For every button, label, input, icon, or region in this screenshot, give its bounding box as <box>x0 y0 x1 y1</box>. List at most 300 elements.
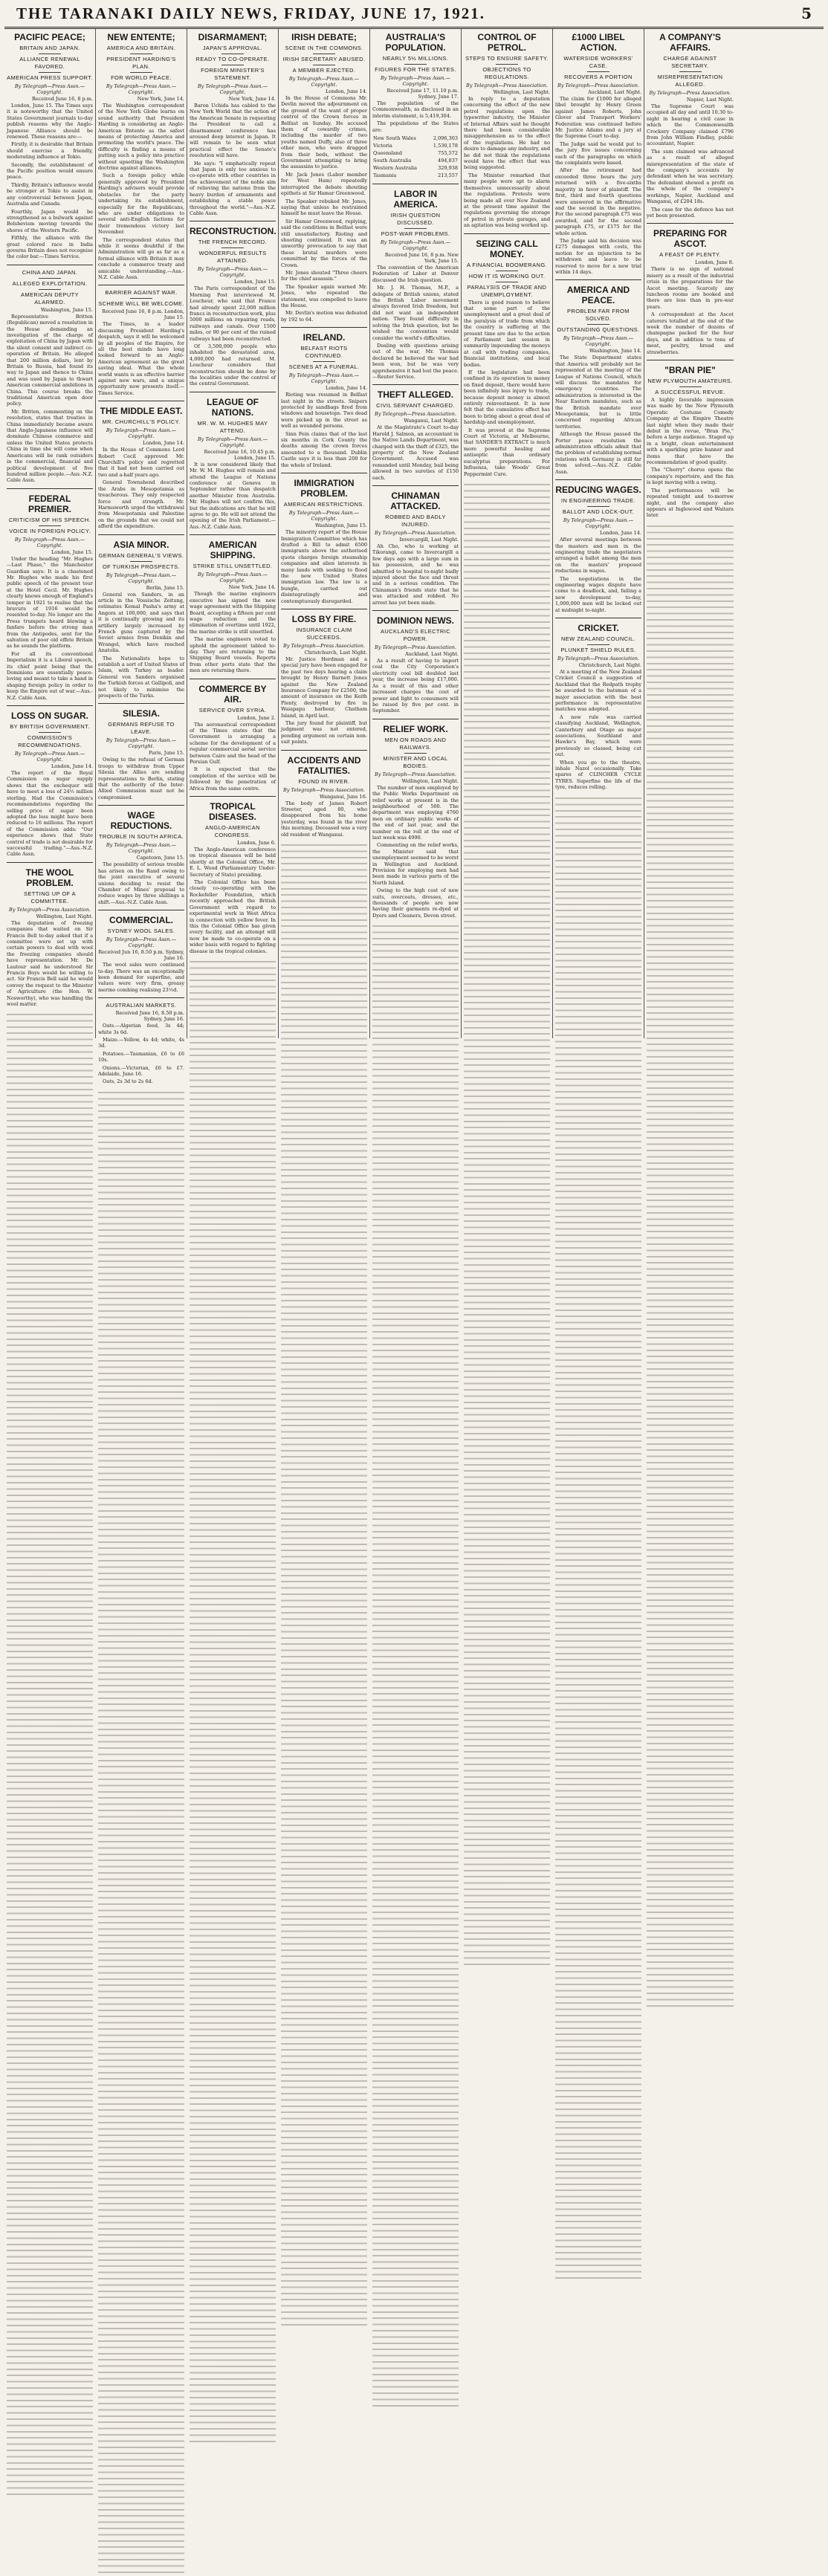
article <box>281 473 367 604</box>
article <box>190 796 276 954</box>
article-heading: TROPICAL DISEASES. <box>208 801 257 823</box>
article-paragraph: At a meeting of the New Zealand Cricket Council a suggestion of Auckland that the Redpath trophy be awarded to the batsman of a major association with the best performance in representative matches was adopted. <box>555 668 641 713</box>
article-subheading: SCENE IN THE COMMONS. <box>285 45 363 51</box>
article-paragraph: The population of the Commonwealth, as disclosed in an interim statement, is 5,419,304. <box>372 100 459 119</box>
heading-rule <box>679 386 702 387</box>
dateline: London, June 14. <box>599 530 641 537</box>
article <box>190 221 276 387</box>
columns-container <box>4 29 824 1085</box>
article-paragraph: A highly favorable impression was made by the New Plymouth Operatic Costume Comedy Company at the Empire Theatre last night when they made their debut in the revue, "Bran Pie," before a large audience. Staged up in a bright, clean entertainment with a sparkling prize banner and items that have the recommendation of good quality. <box>647 397 734 466</box>
article-subheading: CRITICISM OF HIS SPEECH. <box>8 516 91 523</box>
table-row <box>372 172 459 179</box>
dateline: London, June 14. <box>325 88 367 94</box>
article-paragraph: He says: "I emphatically repeat that Japan is only too anxious to co-operate with other countries in the achievement of the noble aim of relieving the nations from the heavy burden of armaments and establishing a stable peace throughout the world."—Aus.-N.Z. Cable Assn. <box>190 160 276 216</box>
article-subheading: A MEMBER EJECTED. <box>292 67 356 74</box>
dateline: London, June 15. <box>233 279 276 285</box>
press-credit: By Telegraph—Press Assn.—Copyright. <box>197 436 268 448</box>
dateline: Christchurch, Last Night. <box>578 661 641 668</box>
article <box>647 360 734 519</box>
article-paragraph: Oats, 2s 3d to 2s 6d. <box>103 1078 153 1085</box>
article-paragraph: The jury found for plaintiff, but judgment was not entered, pending argument on certain non-suit points. <box>281 720 367 745</box>
press-credit: By Telegraph—Press Assn.—Copyright. <box>197 572 268 584</box>
article-paragraph: General von Sanders, in an article in the Vossische Zeitung, estimates Kemal Pasha's army at Angora at 100,000, and says that it is continually growing and its artillery largely increased by French guns captured by the Soviet armies from Denikin and Wrangel, which have reached Anatolia. <box>98 591 184 654</box>
article-paragraph: The Anglo-American conference on tropical diseases will be held shortly at the Colonial Office, Mr. E. L. Wood (Parliamentary Under-Secretary of State) presiding. <box>190 847 276 878</box>
dateline: Received June 16, 8 p.m. <box>31 96 93 102</box>
press-credit: By Telegraph—Press Assn.—Copyright. <box>106 936 177 949</box>
article-paragraph: Mr. Devlin's motion was defeated by 192 to 64. <box>281 310 367 323</box>
article-paragraph: The minority report of the House Immigration Committee which has drafted a Bill to admit 6500 immigrants above the authorised quota charges foreign steamship companies and alien interests in many lands with seeking to flood the new United States immigration law. The law is a bungle, carried out disintegratingly and contemptuously disregarded. <box>281 529 367 604</box>
article-paragraph: It is expected that the completion of the service will be followed by the penetration of Africa from the same centre. <box>190 766 276 792</box>
article-heading: RELIEF WORK. <box>383 723 448 734</box>
article-paragraph: Sinn Fein claims that of the last six months in Cork County the deaths among the crown forces amounted to a thousand. Dublin Castle says it is less than 200 for the whole of Ireland. <box>281 430 367 468</box>
article <box>7 488 93 701</box>
article-subheading: AMERICAN DEPUTY ALARMED. <box>20 291 80 305</box>
dateline: Received June 16, 8 p.m. London, June 15. <box>102 308 184 321</box>
press-credit: By Telegraph—Press Association. <box>375 530 456 536</box>
article <box>7 862 93 1008</box>
heading-rule <box>130 561 152 562</box>
article-paragraph: Dealing with questions arising out of the war, Mr. Thomas declared he believed the war had been won, but he was very apprehensive it had lost the peace.—Reuter Service. <box>372 342 459 380</box>
article-subheading: WONDERFUL RESULTS ATTAINED. <box>198 250 267 265</box>
article <box>98 534 184 699</box>
heading-rule <box>39 732 61 733</box>
population-table <box>372 135 459 179</box>
dateline: London, June 8. <box>695 259 734 266</box>
article-subheading: INSURANCE CLAIM SUCCEEDS. <box>296 626 352 641</box>
article-subheading: SCENES AT A FUNERAL. <box>288 363 360 371</box>
masthead-title: THE TARANAKI DAILY NEWS, FRIDAY, JUNE 17, 1921. <box>16 4 485 22</box>
article-subheading: PROBLEM FAR FROM SOLVED. <box>567 308 630 323</box>
dateline: New York, June 14. <box>228 584 276 591</box>
dateline: Washington, June 15. <box>314 522 367 529</box>
article-heading: FEDERAL PREMIER. <box>28 493 71 514</box>
article-subheading: BELFAST RIOTS CONTINUED. <box>300 345 348 360</box>
press-credit: By Telegraph—Press Assn.—Copyright. <box>288 372 360 385</box>
column-filler-text <box>281 842 367 2329</box>
article-paragraph: The Speaker again warned Mr. Jones, who repeated the statement, was compelled to leave the House. <box>281 283 367 308</box>
heading-rule <box>404 228 427 229</box>
dateline: Paris, June 15. <box>149 750 184 757</box>
dateline: Wellington, Last Night. <box>493 89 550 95</box>
press-credit: By Telegraph—Press Association. <box>375 411 456 418</box>
article <box>372 719 459 919</box>
article-paragraph: The State Department states that America will probably not be represented at the meeting of the League of Nations Council, which will discuss the mandates for emergency countries. The administration is interested in the Near Eastern mandates, such as the British mandate over Mesopotamia, but is little concerned regarding African territories. <box>555 355 641 430</box>
press-credit: By Telegraph—Press Assn.—Copyright. <box>106 737 177 750</box>
heading-rule <box>587 506 609 507</box>
press-credit: By Telegraph—Press Assn.—Copyright. <box>106 842 177 855</box>
table-row <box>372 164 459 172</box>
article-subheading: AMERICAN PRESS SUPPORT. <box>7 74 93 81</box>
article-paragraph: The wool sales were continued to-day. There was an exceptionally keen demand for superfine, and values were very firm, greasy merino combing realising 23½d. <box>98 962 184 993</box>
article-heading: NEW ENTENTE; <box>107 32 175 42</box>
article-paragraph: Baron Uchida has cabled to the New York World that the action of the American Senate in requesting the President to call a disarmament conference has aroused deep interest in Japan. It will remain to be seen what practical effect the Senate's resolution will have. <box>190 103 276 159</box>
article <box>555 32 641 275</box>
article-paragraph: Rioting was resumed in Belfast last night in the streets. Snipers protected by sandbags fired from windows and housetops. Two dead were picked up in the street as well as wounded persons. <box>281 392 367 430</box>
heading-rule <box>404 753 427 754</box>
heading-rule <box>39 289 61 290</box>
column-filler-text <box>647 523 734 2010</box>
article-paragraph: Potatoes.—Tasmanian, £6 to £6 10s. <box>98 1050 184 1064</box>
article <box>98 703 184 800</box>
press-credit: By Telegraph—Press Assn.—Copyright. <box>106 572 177 584</box>
press-credit: By Telegraph—Press Assn.—Copyright. <box>563 335 634 348</box>
article-heading: ACCIDENTS AND FATALITIES. <box>287 754 361 776</box>
article-paragraph: It is now considered likely that Mr. W. M. Hughes will remain and attend the League of Nations conference at Geneva in September rather than despatch another Minister from Australia. Mr. Hughes will not confirm this, but the indications are that he will agree to go. He will not attend the opening of the Irish Parliament.—Aus.-N.Z. Cable Assn. <box>190 461 276 530</box>
article <box>464 32 550 229</box>
article <box>372 184 459 380</box>
article-paragraph: Fifthly, the alliance with the great colored race in India governs Britain does not recognise the color bar.—Times Service. <box>7 235 93 260</box>
article-paragraph: The deputation of freezing companies that waited on Sir Francis Bell to-day asked that if a committee were set up with certain powers to deal with wool the freezing companies should have representation. Mr. De Lautour said he understood Sir Francis Boys would be willing to act. Sir Francis Bell said he would convey the request to the Minister of Agriculture (the Hon. W. Nosworthy), who was handling the wool matter. <box>7 919 93 1008</box>
press-credit: By Telegraph—Press Assn.—Copyright. <box>106 83 177 95</box>
article-paragraph: Firstly, it is desirable that Britain should exercise a friendly, moderating influence at Tokio. <box>7 141 93 161</box>
dateline: Washington, June 15. <box>40 306 93 313</box>
article <box>7 32 93 260</box>
heading-rule <box>130 72 152 73</box>
state-name: South Australia <box>373 158 412 164</box>
article-paragraph: A correspondent at the Ascot caterers totalled at the end of the week the number of dozens of champagne packed for the four days, and in addition to tons of meat, poultry, bread and strawberries. <box>647 311 734 355</box>
dateline: New York, June 14. <box>228 96 276 102</box>
article-heading: WAGE REDUCTIONS. <box>110 810 172 832</box>
article-paragraph: Oats.—Algerian feed, 3s 4d; white 3s 6d. <box>98 1023 184 1035</box>
column-1 <box>4 29 96 1038</box>
article-paragraph: The Judge said he would put to the jury five issues concerning each of the paragraphs on which the complaints were based. <box>555 140 641 166</box>
article-subheading: FIGURES FOR THE STATES. <box>375 66 456 73</box>
article <box>98 997 184 1085</box>
heading-rule <box>39 278 61 279</box>
dateline: London, June 14. <box>51 763 93 770</box>
article-subheading: FOUND IN RIVER. <box>298 777 350 785</box>
press-credit: By Telegraph—Press Association. <box>375 771 456 777</box>
article <box>7 705 93 858</box>
article-subheading: IN ENGINEERING TRADE. <box>561 497 635 505</box>
press-credit: By Telegraph—Press Assn.—Copyright. <box>380 239 451 252</box>
article-paragraph: The Speaker rebuked Mr. Jones, saying that unless he restrained himself he must leave the House. <box>281 198 367 217</box>
state-population: 1,530,178 <box>433 143 458 149</box>
press-credit: By Telegraph—Press Association. <box>649 90 731 96</box>
heading-rule <box>587 644 609 645</box>
article <box>98 32 184 280</box>
heading-rule <box>404 64 427 65</box>
column-4 <box>279 29 370 1038</box>
article-heading: LABOR IN AMERICA. <box>393 189 438 210</box>
dateline: Wellington, Last Night. <box>36 913 93 919</box>
article-subheading: NEW ZEALAND COUNCIL. <box>560 635 636 642</box>
article-paragraph: Mr. Jack Jones (Labor member for West Ham) repeatedly interrupted the debate shouting epithets at Sir Hamar Greenwood. <box>281 171 367 197</box>
article <box>281 32 367 323</box>
article-paragraph: The Times, in a leader discussing President Harding's despatch, says it will be welcomed by all peoples of the Empire, for all the best minds have long looked forward to an Anglo-American agreement as the great saving ideal. What the whole world wants is an effective barrier against new wars, and a unique opportunity now presents itself.—Times Service. <box>98 321 184 396</box>
article <box>372 32 459 179</box>
article-paragraph: The sum claimed was advanced as a result of alleged misrepresentation of the state of the company's accounts by defendant when he was secretary. The defendant showed a profit on the whole of the company's workings, Napier, Auckland and Wanganui, of £204 18s. <box>647 148 734 205</box>
dateline: Auckland, Last Night. <box>588 89 641 95</box>
article-paragraph: Fourthly, Japan would be strengthened as a bulwark against Bolshevism moving towards the shores of the Western Pacific. <box>7 208 93 233</box>
column-filler-text <box>372 923 459 2410</box>
article-paragraph: The performances will be repeated tonight and to-morrow night, and the company also appears at Inglewood and Waitara later. <box>647 487 734 519</box>
article-paragraph: The Colonial Office has been closely co-operating with the Rockefeller Foundation, which recently approached the British Government with regard to experimental work in West Africa in connection with yellow fever. In this the Colonial Office has given every facility, and an attempt will now be made to co-operate on a wider basis with regard to fighting disease in the tropical colonies. <box>190 879 276 954</box>
press-credit: By Telegraph—Press Association. <box>557 82 639 88</box>
dateline: London, June 15. <box>51 548 93 555</box>
article-heading: DISARMAMENT; <box>198 32 268 42</box>
article-subheading: STRIKE STILL UNSETTLED. <box>193 563 273 570</box>
article-subheading: HOW IT IS WORKING OUT. <box>468 272 546 279</box>
press-credit: By Telegraph—Press Assn.—Copyright. <box>563 517 634 530</box>
article-subheading: BRITAIN AND JAPAN. <box>19 45 80 51</box>
article-heading: THE WOOL PROBLEM. <box>25 867 74 888</box>
dateline: Wellington, Last Night. <box>401 777 459 784</box>
article-heading: THE MIDDLE EAST. <box>100 406 183 417</box>
dateline: Received June 16, 8.50 p.m. Sydney, June 16. <box>115 1010 184 1023</box>
article <box>98 910 184 993</box>
article-heading: CONTROL OF PETROL. <box>477 32 537 53</box>
article-subheading: IRISH QUESTION DISCUSSED. <box>390 212 441 227</box>
press-credit: By Telegraph—Press Association. <box>9 906 91 913</box>
article <box>464 233 550 477</box>
dateline: Invercargill, Last Night. <box>399 537 459 543</box>
article-heading: CHINAMAN ATTACKED. <box>390 491 441 511</box>
article-subheading: WATERSIDE WORKERS' CASE. <box>563 55 633 69</box>
article-paragraph: Maize.—Yellow, 4s 4d; white, 4s 3d. <box>98 1036 184 1049</box>
article-paragraph: The Washington correspondent of the New York Globe learns on sound authority that President Harding is considering an Anglo-American Entente as the safest means of protecting America and promoting the world's peace. The difficulty is finding a means of putting such a policy into practice without upsetting the Washington doctrine against alliances. <box>98 103 184 172</box>
state-population: 755,572 <box>438 150 458 157</box>
dateline: London, June 14. <box>325 385 367 392</box>
article-paragraph: In the House of Commons Lord Robert Cecil approved Mr. Churchill's policy and regretted that it had not been carried out two and a-half years ago. <box>98 447 184 478</box>
article-heading: IMMIGRATION PROBLEM. <box>294 478 355 499</box>
dateline: Received June 16, 8 p.m. New York, June 15. <box>384 252 459 265</box>
article-heading: CRICKET. <box>578 622 619 633</box>
article-subheading: OF TURKISH PROSPECTS. <box>102 563 181 570</box>
article-paragraph: After several meetings between the masters and men in the engineering trade the negotiators arranged a ballot among the men on the masters' proposed reductions in wages. <box>555 537 641 575</box>
article-heading: IRELAND. <box>303 332 346 343</box>
article-paragraph: The case for the defence has not yet been presented. <box>647 206 734 219</box>
article-heading: SEIZING CALL MONEY. <box>476 238 538 259</box>
table-row <box>372 142 459 149</box>
article <box>281 750 367 838</box>
article <box>190 32 276 216</box>
press-credit: By Telegraph—Press Assn.—Copyright. <box>197 83 268 95</box>
heading-rule <box>587 71 609 72</box>
article-paragraph: The "Cherry" chorus opens the company's repertoire, and the fun is kept moving with a swing. <box>647 467 734 486</box>
article-subheading: FOR WORLD PEACE. <box>111 74 172 81</box>
article-paragraph: The Supreme Court was occupied all day and until 10.30 to-night in hearing a civil case in which the Commonwealth Crockery Company claimed £796 from John William Findlay, public accountant, Napier. <box>647 103 734 147</box>
state-name: New South Wales <box>373 135 416 142</box>
article-paragraph: The claim for £1000 for alleged libel brought by Henry Green against James Roberts, John Glover and Transport Workers' Federation was continued before Mr. Justice Adams and a jury at the Supreme Court to-day. <box>555 96 641 140</box>
press-credit: By Telegraph—Press Association. <box>283 642 365 649</box>
article-subheading: MEN ON ROADS AND RAILWAYS. <box>384 736 447 751</box>
article-paragraph: The Paris correspondent of the Morning Post interviewed M. Loucheur, who said that France had already spent 22,000 million francs in reconstruction work, plus 5000 millions on repairing roads, railways and canals. Over 1500 miles, or 90 per cent of the ruined railways had been reconstructed. <box>190 285 276 342</box>
state-name: Western Australia <box>373 165 417 172</box>
article-paragraph: The report of the Royal Commission on sugar supply shows that the exchequer will have to meet a loss of 24½ million sterling. Had the Commission's recommendations regarding the selling price of sugar been adopted the loss might have been reduced to 16 millions. The report of the Commission adds: "Our experience shows that State control of trade is not desirable for successful trading."—Aus.-N.Z. Cable Assn. <box>7 770 93 858</box>
article-subheading: CHINA AND JAPAN. <box>22 268 78 276</box>
heading-rule <box>221 247 244 248</box>
state-population: 329,938 <box>438 165 458 172</box>
heading-rule <box>679 71 702 72</box>
column-filler-text <box>190 959 276 2445</box>
article-paragraph: It was proved at the Supreme Court of Victoria, at Melbourne, that SANDER'S EXTRACT is much more powerful healing and antiseptic than ordinary eucalyptus preparations. For Influenza, take Woods' Great Peppermint Cure. <box>464 427 550 477</box>
article-paragraph: A new rule was carried classifying Auckland, Wellington, Canterbury and Otago as major associations, Southland and Hawke's Bay, which were previously so classed, being cut out. <box>555 713 641 758</box>
article <box>281 327 367 468</box>
article <box>372 610 459 714</box>
heading-rule <box>587 324 609 325</box>
article-heading: AUSTRALIA'S POPULATION. <box>385 32 446 53</box>
state-population: 2,096,303 <box>433 135 458 142</box>
article-subheading: CIVIL SERVANT CHARGED. <box>376 402 455 410</box>
article-heading: A COMPANY'S AFFAIRS. <box>659 32 721 53</box>
article-subheading: PLUNKET SHIELD RULES. <box>560 646 636 653</box>
page-number: 5 <box>801 4 812 22</box>
article <box>7 265 93 484</box>
dateline: Received June 16, 10.45 p.m. London, June 15. <box>204 448 276 461</box>
article-paragraph: Secondly, the establishment of the Pacific position would ensure peace. <box>7 161 93 181</box>
dateline: Capetown, June 15. <box>136 855 184 861</box>
article-heading: AMERICAN SHIPPING. <box>208 540 257 561</box>
article-subheading: A FEAST OF PLENTY. <box>659 251 721 259</box>
article-paragraph: Of 3,500,000 people who inhabited the devastated area, 4,000,000 had returned. M. Loucheur considers that reconstruction should be done by the localities under the control of the central Government. <box>190 343 276 387</box>
article <box>372 485 459 606</box>
article-subheading: SETTING UP OF A COMMITTEE. <box>23 890 77 904</box>
press-credit: By Telegraph—Press Assn.—Copyright. <box>288 76 360 88</box>
article-paragraph: London, June 15. The Times says it is noteworthy that the United States Government journals to-day publish reasons why the Anglo-Japanese Alliance should be renewed. These reasons are:— <box>7 103 93 140</box>
article-paragraph: Mr. J. H. Thomas, M.P., a delegate of British unions, stated the British Labor movement always favored Irish freedom, but did not want an independent nation. They found difficulty in solving the Irish question, but he wished the convention would consider the world's difficulties. <box>372 285 459 341</box>
state-population: 494,837 <box>438 158 458 164</box>
article-subheading: FOREIGN MINISTER'S STATEMENT. <box>201 67 265 81</box>
heading-rule <box>39 72 61 73</box>
article-subheading: PARALYSIS OF TRADE AND UNEMPLOYMENT. <box>467 283 547 298</box>
article-paragraph: The number of men employed by the Public Works Department on relief works at present is in the neighbourhood of 500. The department was employing 4760 men on ordinary public works of the end of last year, and the number on the roll at the end of last week was 4990. <box>372 784 459 841</box>
article-heading: DOMINION NEWS. <box>377 615 454 627</box>
article-subheading: RECOVERS A PORTION <box>564 74 633 80</box>
article-paragraph: The populations of the States are: <box>372 120 459 133</box>
article-subheading: TROUBLE IN SOUTH AFRICA. <box>98 833 184 841</box>
table-row <box>372 157 459 164</box>
table-row <box>372 135 459 142</box>
heading-rule <box>496 64 518 65</box>
article <box>98 805 184 905</box>
article-subheading: AUSTRALIAN MARKETS. <box>106 1002 177 1009</box>
article-paragraph: After the retirement had exceeded three hours the jury returned with a five-sixths majority in favor of plaintiff. The first, third and fourth questions were answered in the affirmative and the second in the negative. For the second paragraph £75 was awarded, and for the second paragraph £75, or £175 for the whole action. <box>555 167 641 236</box>
article-subheading: IRISH SECRETARY ABUSED. <box>282 56 366 62</box>
article-heading: SILESIA. <box>122 708 160 719</box>
article-heading: PREPARING FOR ASCOT. <box>653 228 728 250</box>
article-paragraph: Thirdly, Britain's influence would be stronger at Tokio to assist in any controversial between Japan, Australia and Canada. <box>7 181 93 207</box>
article-paragraph: The aeronautical correspondent of the Times states that the Government is arranging a scheme for the development of a regular commercial aerial service between Cairo and the head of the Persian Gulf. <box>190 721 276 765</box>
article-subheading: AMERICA AND BRITAIN. <box>106 45 176 51</box>
article-paragraph: Such a foreign policy while generally approved by President Harding's advisers would provide obstacles for the party undertaking its establishment, especially for the Republicans, who are under obligations to several anti-English factions for their tremendous victory last November. <box>98 172 184 236</box>
dateline: Washington, June 14. <box>589 348 641 355</box>
article-paragraph: The possibility of serious trouble has arisen on the Rand owing to the joint executive of several unions deciding to resist the Chamber of Mines' proposal to reduce wages by three shillings a shift.—Aus.-N.Z. Cable Assn. <box>98 861 184 905</box>
article-paragraph: There is good reason to believe that some part of the unemployment and a great deal of the paralysis of trade from which the country is suffering at the present time are due to the action of Parliament last session in summarily impounding the moneys at call with trading companies, financial institutions, and local bodies. <box>464 299 550 368</box>
dateline: Berlin, June 15. <box>146 584 184 591</box>
article-subheading: MR. W. M. HUGHES MAY ATTEND. <box>197 419 268 434</box>
article-subheading: A FINANCIAL BOOMERANG. <box>466 261 548 268</box>
article-paragraph: The Minister remarked that many people were apt to alarm themselves unnecessarily about the regulations. Protests were being made all over New Zealand at the present time against the regulations governing the storage of petrol in private garages, and an agitation was being worked up. <box>464 172 550 229</box>
article-heading: COMMERCIAL. <box>109 915 173 926</box>
article <box>555 279 641 475</box>
article-paragraph: Owing to the high cost of new suits, overcoats, dresses, etc., thousands of people are now having their garments re-dyed at Dyers and Cleaners, Devon street. <box>372 887 459 919</box>
press-credit: By Telegraph—Press Assn.—Copyright. <box>197 266 268 279</box>
article <box>190 392 276 530</box>
article-paragraph: As a result of having to import coal the City Corporation's electricity coal bill doubled last year, the increase being £17,000. As a result of this and other increased charges the cost of power and light to consumers will be raised by five per cent. in September. <box>372 658 459 714</box>
heading-rule <box>313 361 335 362</box>
article-subheading: ALLIANCE RENEWAL FAVORED. <box>19 56 80 70</box>
article-subheading: ALLEGED EXPLOITATION. <box>12 279 88 287</box>
column-8 <box>644 29 736 1038</box>
state-name: Victoria <box>373 143 392 149</box>
article-paragraph: Owing to the refusal of German troops to withdraw from Upper Silesia the Allies are sending representations to Berlin, stating that the authority of the Inter-Allied Commission must not be compromised. <box>98 757 184 800</box>
column-filler-text <box>464 482 550 1968</box>
article-paragraph: The body of James Robert Streeter, aged 80, who disappeared from his home yesterday, was found in the river this morning. Deceased was a very old resident of Wanganui. <box>281 800 367 838</box>
article-paragraph: The marine engineers voted to uphold the agreement tabled to-day. They are returning to the Shipping Board vessels. Reports from other ports state that the men are returning there. <box>190 636 276 674</box>
state-name: Queensland <box>373 150 403 157</box>
article-heading: REDUCING WAGES. <box>555 485 641 496</box>
article-subheading: READY TO CO-OPERATE. <box>195 56 270 62</box>
article-paragraph: Though the marine engineers executive has signed the new wage agreement with the Shipping Board, accepting a fifteen per cent wage reduction and the elimination of overtime until 1922, the marine strike is still unsettled. <box>190 591 276 635</box>
press-credit: By Telegraph—Press Assn.—Copyright. <box>14 751 85 763</box>
article-subheading: BARRIER AGAINST WAR. <box>105 289 178 297</box>
article-paragraph: General Townshend described the Arabs in Mesopotamia as treacherous. They only respected force and strength. Mr. Harmsworth urged the withdrawal from Mesopotamia and Palestine on the grounds that we could not afford the expenditure. <box>98 479 184 530</box>
article-paragraph: Representative Britten (Republican) moved a resolution in the House demanding an investigation of the charge of exploitation of China by Japan with the silent consent and indirect co-operation of Britain. He alleged that 200 million dollars, lent by Britain to Russia, had found its way to Japan and thence to China and was used by Japan to thwart American commercial ambitions in China. This course breaks the traditional American open door policy. <box>7 313 93 407</box>
article <box>281 609 367 745</box>
article-subheading: PRESIDENT HARDING'S PLAN. <box>106 56 176 70</box>
article-subheading: POST-WAR PROBLEMS. <box>381 230 450 238</box>
article-subheading: BALLOT AND LOCK-OUT. <box>562 508 635 516</box>
article-paragraph: The Judge said his decision was £275 damages with costs, the motion for an injunction to be withdrawn and leave to be reserved to move for a new trial within 14 days. <box>555 237 641 275</box>
article-subheading: GERMANS REFUSE TO LEAVE. <box>108 721 175 736</box>
article-paragraph: The convention of the American Federation of Labor at Denver discussed the Irish question. <box>372 265 459 283</box>
column-5 <box>370 29 462 1038</box>
press-credit: By Telegraph—Press Assn.—Copyright. <box>380 75 451 87</box>
article-heading: LOSS ON SUGAR. <box>10 711 88 722</box>
article-subheading: VOICE IN FOREIGN POLICY. <box>9 527 91 534</box>
article-paragraph: If the legislature had been confined in its operation to money on fixed deposit, there would have been infinitely less injury to trade, because deposit money is almost entirely reinvestment. It is now felt that the cumulative effect has been to bring about a great deal of hardship and unemployment. <box>464 369 550 426</box>
article-heading: "BRAN PIE" <box>664 365 716 375</box>
article-subheading: MR. CHURCHILL'S POLICY. <box>102 418 181 426</box>
article-paragraph: Onions.—Victorian, £6 to £7. Adelaide, June 16. <box>98 1064 184 1077</box>
column-filler-text <box>98 1090 184 2576</box>
column-filler-text <box>555 795 641 2282</box>
column-6 <box>462 29 553 1038</box>
article-subheading: AMERICAN RESTRICTIONS. <box>283 501 365 508</box>
article-subheading: GERMAN GENERAL'S VIEWS. <box>98 551 184 559</box>
article-subheading: OUTSTANDING QUESTIONS. <box>557 326 640 334</box>
column-7 <box>553 29 644 1038</box>
article-heading: AMERICA AND PEACE. <box>566 285 630 306</box>
article-paragraph: Mr. Jones shouted "Three cheers for the chief assassin." <box>281 269 367 282</box>
article-paragraph: The negotiations in the engineering wages dispute have come to a deadlock, and, failing a new development to-day, 1,000,000 men will be locked out at midnight to-night. <box>555 575 641 613</box>
article-heading: LEAGUE OF NATIONS. <box>206 396 259 418</box>
dateline: Received June 17, 11.10 p.m. Sydney, June 17. <box>386 88 459 100</box>
article-heading: ASIA MINOR. <box>113 539 169 550</box>
masthead <box>4 4 824 29</box>
state-name: Tasmania <box>373 172 397 179</box>
article-paragraph: Under the heading "Mr. Hughes—Last Phase," the Manchester Guardian says: It is a chastened Mr. Hughes who made his first public speech of the present tour at the Hotel Cecil. Mr. Hughes clearly knows enough of England's temper in 1921 to realise that the bravura of 1916 would be resented to-day. No longer are the Press trumpets heard blowing a fanfare before the strong man from the Antipodes, sent for the salvation of poor old effete Britain as he sounds the platform. <box>7 555 93 650</box>
dateline: Wanganui, June 16. <box>319 793 367 800</box>
article-subheading: BY BRITISH GOVERNMENT. <box>10 723 90 731</box>
column-filler-text <box>7 1012 93 2498</box>
article-subheading: MISREPRESENTATION ALLEGED. <box>657 74 723 88</box>
article-subheading: STEPS TO ENSURE SAFETY. <box>465 55 549 62</box>
article-subheading: SYDNEY WOOL SALES. <box>107 928 175 935</box>
article-paragraph: In the House of Commons Mr. Devlin moved the adjournment on the ground of the want of proper control of the Crown forces in Belfast on Sunday. He accused them of cowardly crimes, including the murder of two youths named Duffy, also of three other men, who were dragged from their beds, without the Government attempting to bring the assassins to justice. <box>281 95 367 170</box>
newspaper-page <box>0 0 828 1085</box>
dateline: New York, June 14. <box>137 96 184 102</box>
article <box>190 679 276 792</box>
article <box>190 534 276 673</box>
article <box>647 223 734 355</box>
article-heading: £1000 LIBEL ACTION. <box>572 32 625 53</box>
dateline: Received Jun 16, 8.50 p.m. Sydney, June 16. <box>98 949 184 962</box>
article <box>555 618 641 791</box>
article-subheading: SERVICE OVER SYRIA. <box>198 706 267 713</box>
press-credit: By Telegraph—Press Assn.—Copyright. <box>14 83 85 95</box>
